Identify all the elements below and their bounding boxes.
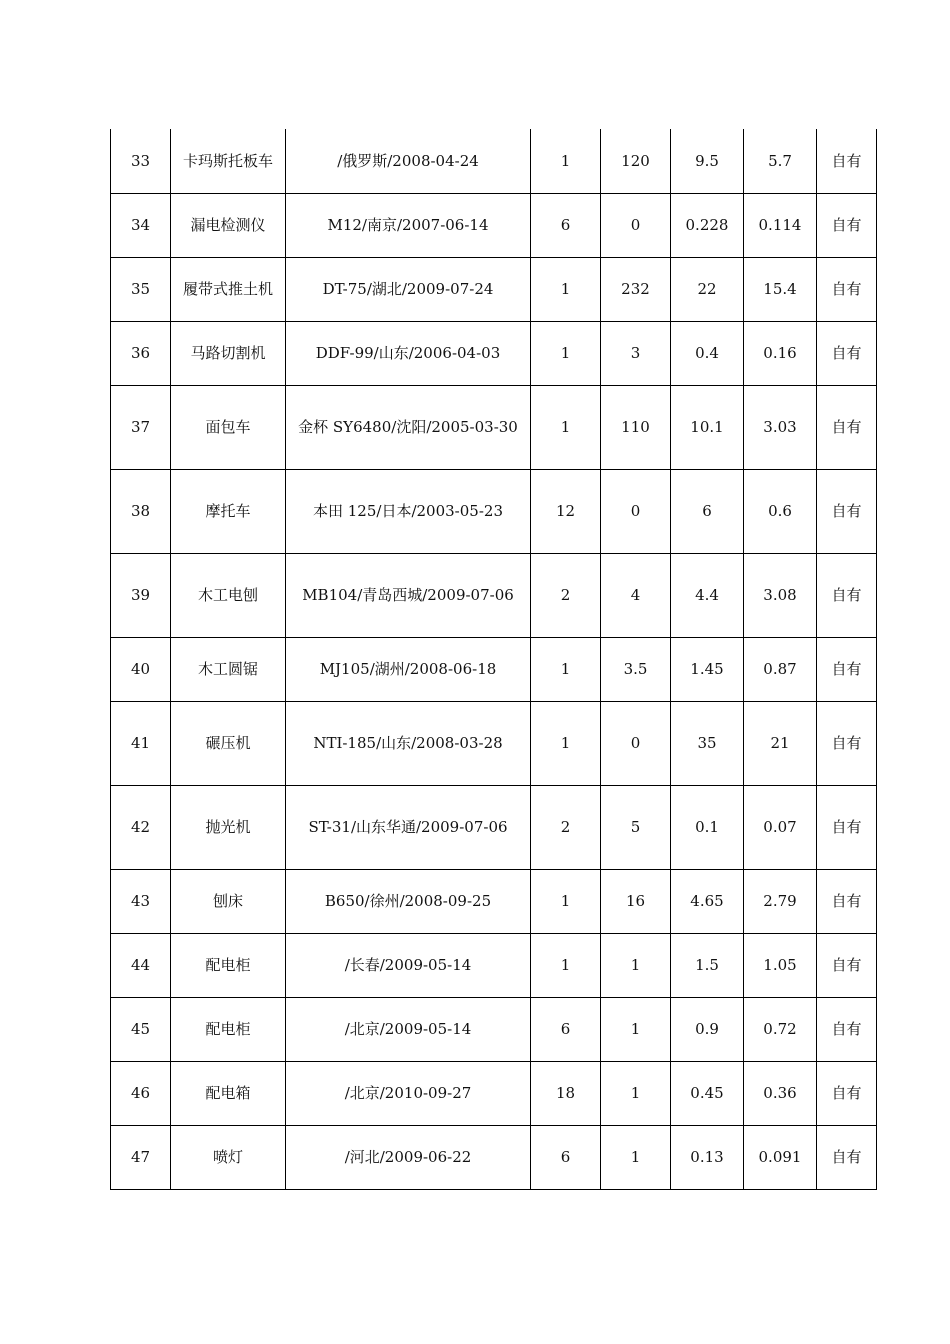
original-value-cell: 0.13	[671, 1125, 744, 1189]
model-origin-date-cell: DT-75/湖北/2009-07-24	[286, 257, 531, 321]
row-number-cell: 41	[111, 701, 171, 785]
row-number-cell: 39	[111, 553, 171, 637]
table-body	[111, 129, 877, 1189]
original-value-cell: 0.228	[671, 193, 744, 257]
quantity-cell: 1	[531, 257, 601, 321]
row-number-cell: 35	[111, 257, 171, 321]
equipment-name-cell: 刨床	[171, 869, 286, 933]
table-row	[111, 469, 877, 553]
original-value-cell: 9.5	[671, 129, 744, 193]
row-number-cell: 43	[111, 869, 171, 933]
quantity-cell: 1	[531, 129, 601, 193]
model-origin-date-cell: M12/南京/2007-06-14	[286, 193, 531, 257]
net-value-cell: 0.6	[744, 469, 817, 553]
original-value-cell: 22	[671, 257, 744, 321]
ownership-cell: 自有	[817, 997, 877, 1061]
table-row	[111, 637, 877, 701]
equipment-name-cell: 配电柜	[171, 997, 286, 1061]
original-value-cell: 0.45	[671, 1061, 744, 1125]
row-number-cell: 33	[111, 129, 171, 193]
table-row	[111, 785, 877, 869]
model-origin-date-cell: ST-31/山东华通/2009-07-06	[286, 785, 531, 869]
quantity-cell: 12	[531, 469, 601, 553]
row-number-cell: 34	[111, 193, 171, 257]
row-number-cell: 44	[111, 933, 171, 997]
quantity-cell: 1	[531, 637, 601, 701]
power-value-cell: 0	[601, 469, 671, 553]
net-value-cell: 0.36	[744, 1061, 817, 1125]
power-value-cell: 4	[601, 553, 671, 637]
table-row	[111, 129, 877, 193]
power-value-cell: 120	[601, 129, 671, 193]
equipment-table	[110, 129, 877, 1190]
power-value-cell: 110	[601, 385, 671, 469]
quantity-cell: 1	[531, 321, 601, 385]
table-row	[111, 553, 877, 637]
net-value-cell: 21	[744, 701, 817, 785]
model-origin-date-cell: 金杯 SY6480/沈阳/2005-03-30	[286, 385, 531, 469]
model-origin-date-cell: /俄罗斯/2008-04-24	[286, 129, 531, 193]
model-origin-date-cell: MB104/青岛西城/2009-07-06	[286, 553, 531, 637]
equipment-name-cell: 抛光机	[171, 785, 286, 869]
table-row	[111, 1061, 877, 1125]
row-number-cell: 38	[111, 469, 171, 553]
ownership-cell: 自有	[817, 321, 877, 385]
net-value-cell: 15.4	[744, 257, 817, 321]
quantity-cell: 2	[531, 785, 601, 869]
power-value-cell: 0	[601, 193, 671, 257]
original-value-cell: 4.65	[671, 869, 744, 933]
quantity-cell: 6	[531, 193, 601, 257]
quantity-cell: 6	[531, 1125, 601, 1189]
row-number-cell: 46	[111, 1061, 171, 1125]
equipment-name-cell: 喷灯	[171, 1125, 286, 1189]
equipment-name-cell: 漏电检测仪	[171, 193, 286, 257]
row-number-cell: 37	[111, 385, 171, 469]
quantity-cell: 1	[531, 869, 601, 933]
power-value-cell: 1	[601, 997, 671, 1061]
quantity-cell: 1	[531, 701, 601, 785]
ownership-cell: 自有	[817, 1125, 877, 1189]
ownership-cell: 自有	[817, 553, 877, 637]
row-number-cell: 42	[111, 785, 171, 869]
equipment-name-cell: 木工电刨	[171, 553, 286, 637]
net-value-cell: 1.05	[744, 933, 817, 997]
table-row	[111, 869, 877, 933]
quantity-cell: 18	[531, 1061, 601, 1125]
model-origin-date-cell: /长春/2009-05-14	[286, 933, 531, 997]
ownership-cell: 自有	[817, 637, 877, 701]
equipment-name-cell: 木工圆锯	[171, 637, 286, 701]
model-origin-date-cell: DDF-99/山东/2006-04-03	[286, 321, 531, 385]
equipment-name-cell: 卡玛斯托板车	[171, 129, 286, 193]
table-row	[111, 257, 877, 321]
equipment-name-cell: 配电柜	[171, 933, 286, 997]
ownership-cell: 自有	[817, 129, 877, 193]
original-value-cell: 1.45	[671, 637, 744, 701]
original-value-cell: 0.1	[671, 785, 744, 869]
ownership-cell: 自有	[817, 257, 877, 321]
original-value-cell: 1.5	[671, 933, 744, 997]
model-origin-date-cell: NTI-185/山东/2008-03-28	[286, 701, 531, 785]
ownership-cell: 自有	[817, 933, 877, 997]
model-origin-date-cell: /北京/2009-05-14	[286, 997, 531, 1061]
quantity-cell: 2	[531, 553, 601, 637]
table-row	[111, 193, 877, 257]
table-row	[111, 1125, 877, 1189]
equipment-name-cell: 配电箱	[171, 1061, 286, 1125]
model-origin-date-cell: MJ105/湖州/2008-06-18	[286, 637, 531, 701]
power-value-cell: 5	[601, 785, 671, 869]
net-value-cell: 0.07	[744, 785, 817, 869]
ownership-cell: 自有	[817, 193, 877, 257]
quantity-cell: 1	[531, 933, 601, 997]
table-row	[111, 933, 877, 997]
model-origin-date-cell: B650/徐州/2008-09-25	[286, 869, 531, 933]
power-value-cell: 1	[601, 1125, 671, 1189]
net-value-cell: 0.16	[744, 321, 817, 385]
power-value-cell: 0	[601, 701, 671, 785]
model-origin-date-cell: 本田 125/日本/2003-05-23	[286, 469, 531, 553]
net-value-cell: 5.7	[744, 129, 817, 193]
net-value-cell: 3.03	[744, 385, 817, 469]
table-row	[111, 321, 877, 385]
original-value-cell: 6	[671, 469, 744, 553]
ownership-cell: 自有	[817, 1061, 877, 1125]
ownership-cell: 自有	[817, 869, 877, 933]
net-value-cell: 3.08	[744, 553, 817, 637]
row-number-cell: 45	[111, 997, 171, 1061]
net-value-cell: 0.72	[744, 997, 817, 1061]
equipment-name-cell: 面包车	[171, 385, 286, 469]
power-value-cell: 3	[601, 321, 671, 385]
model-origin-date-cell: /北京/2010-09-27	[286, 1061, 531, 1125]
net-value-cell: 0.87	[744, 637, 817, 701]
net-value-cell: 2.79	[744, 869, 817, 933]
ownership-cell: 自有	[817, 785, 877, 869]
net-value-cell: 0.114	[744, 193, 817, 257]
row-number-cell: 36	[111, 321, 171, 385]
equipment-name-cell: 马路切割机	[171, 321, 286, 385]
equipment-name-cell: 履带式推土机	[171, 257, 286, 321]
ownership-cell: 自有	[817, 385, 877, 469]
original-value-cell: 0.9	[671, 997, 744, 1061]
original-value-cell: 10.1	[671, 385, 744, 469]
power-value-cell: 3.5	[601, 637, 671, 701]
equipment-name-cell: 摩托车	[171, 469, 286, 553]
quantity-cell: 1	[531, 385, 601, 469]
row-number-cell: 47	[111, 1125, 171, 1189]
ownership-cell: 自有	[817, 469, 877, 553]
original-value-cell: 35	[671, 701, 744, 785]
ownership-cell: 自有	[817, 701, 877, 785]
power-value-cell: 1	[601, 933, 671, 997]
table-row	[111, 701, 877, 785]
power-value-cell: 16	[601, 869, 671, 933]
equipment-name-cell: 碾压机	[171, 701, 286, 785]
model-origin-date-cell: /河北/2009-06-22	[286, 1125, 531, 1189]
row-number-cell: 40	[111, 637, 171, 701]
net-value-cell: 0.091	[744, 1125, 817, 1189]
power-value-cell: 232	[601, 257, 671, 321]
original-value-cell: 0.4	[671, 321, 744, 385]
original-value-cell: 4.4	[671, 553, 744, 637]
power-value-cell: 1	[601, 1061, 671, 1125]
table-row	[111, 997, 877, 1061]
quantity-cell: 6	[531, 997, 601, 1061]
table-row	[111, 385, 877, 469]
